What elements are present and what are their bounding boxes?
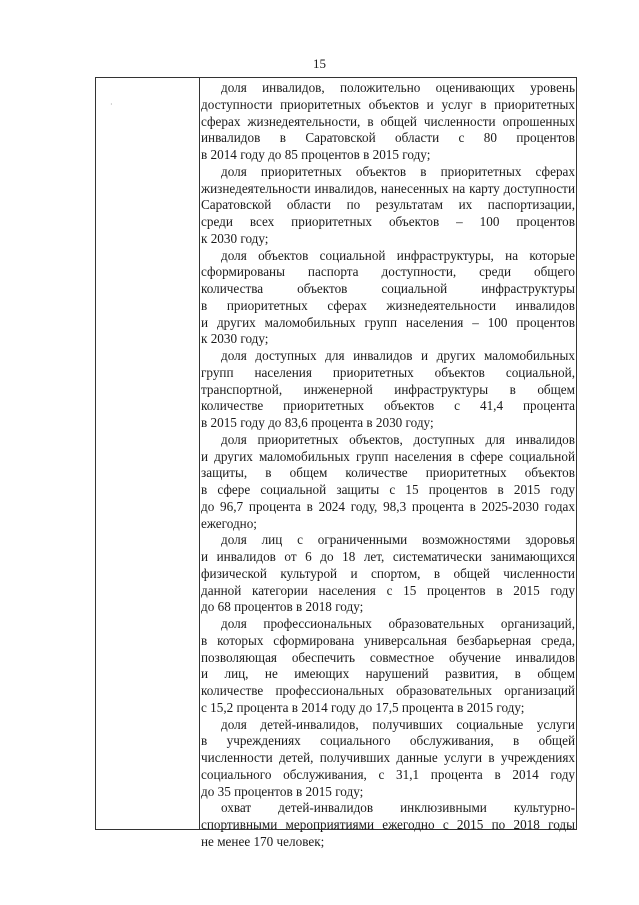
text-line: доступности приоритетных объектов и услуг в приоритетных xyxy=(201,96,575,112)
indicator-paragraph xyxy=(201,616,575,717)
text-line: в 2015 году до 83,6 процента в 2030 году; xyxy=(201,415,434,430)
text-line: сформированы паспорта доступности, среди общего xyxy=(201,264,575,280)
text-line: доля приоритетных объектов, доступных для инвалидов xyxy=(221,431,575,447)
text-line: и инвалидов от 6 до 18 лет, систематически занимающихся xyxy=(201,549,575,564)
text-line: количества объектов социальной инфраструктуры xyxy=(201,281,575,296)
page-number: 15 xyxy=(313,56,326,71)
text-line: в 2014 году до 85 процентов в 2015 году; xyxy=(201,147,431,162)
text-line: доля лиц с ограниченными возможностями здоровья xyxy=(221,532,575,548)
text-line: инвалидов в Саратовской области с 80 процентов xyxy=(201,130,575,146)
text-line: Саратовской области по результатам их паспортизации, xyxy=(201,197,575,213)
text-line: к 2030 году; xyxy=(201,230,269,246)
indicator-text-cell xyxy=(201,80,575,851)
text-line: доля приоритетных объектов в приоритетных сферах xyxy=(221,163,575,179)
text-line: количестве профессиональных образовательных организаций xyxy=(201,683,575,698)
text-line: до 68 процентов в 2018 году; xyxy=(201,599,364,615)
text-line: до 35 процентов в 2015 году; xyxy=(201,783,364,799)
text-line: спортивными мероприятиями ежегодно с 2015 по 2018 годы xyxy=(201,817,575,832)
text-line: до 96,7 процента в 2024 году, 98,3 процента в 2025-2030 годах xyxy=(201,498,575,514)
text-line: охват детей-инвалидов инклюзивными культурно- xyxy=(221,800,575,816)
indicator-paragraph xyxy=(201,164,575,248)
text-line: не менее 170 человек; xyxy=(201,833,325,849)
text-line: жизнедеятельности инвалидов, нанесенных на карту доступности xyxy=(201,180,575,196)
text-line: доля доступных для инвалидов и других маломобильных xyxy=(221,348,575,363)
indicator-paragraph xyxy=(201,432,575,533)
indicator-paragraph xyxy=(201,800,575,850)
text-line: социального обслуживания, с 31,1 процента в 2014 году xyxy=(201,766,575,782)
left-cell-mark: · xyxy=(110,100,113,109)
text-line: и других маломобильных групп населения – 100 процентов xyxy=(201,314,575,330)
text-line: в приоритетных сферах жизнедеятельности инвалидов xyxy=(201,297,575,313)
text-line: доля профессиональных образовательных организаций, xyxy=(221,616,575,631)
indicator-paragraph xyxy=(201,348,575,432)
text-line: к 2030 году; xyxy=(201,331,269,347)
text-line: данной категории населения с 15 процентов в 2015 году xyxy=(201,582,575,598)
indicator-paragraph xyxy=(201,248,575,349)
text-line: численности детей, получивших данные услуги в учреждениях xyxy=(201,750,575,765)
indicator-paragraph xyxy=(201,717,575,801)
text-line: доля объектов социальной инфраструктуры, на которые xyxy=(221,247,575,263)
text-line: и лиц, не имеющих нарушений развития, в общем xyxy=(201,666,575,682)
text-line: ежегодно; xyxy=(201,515,257,531)
text-line: среди всех приоритетных объектов – 100 процентов xyxy=(201,214,575,229)
text-line: доля инвалидов, положительно оценивающих уровень xyxy=(221,80,575,95)
text-line: групп населения приоритетных объектов социальной, xyxy=(201,364,575,380)
text-line: в сфере социальной защиты с 15 процентов в 2015 году xyxy=(201,482,575,497)
indicator-paragraph xyxy=(201,532,575,616)
text-line: в которых сформирована универсальная безбарьерная среда, xyxy=(201,632,575,648)
text-line: сферах жизнедеятельности, в общей численности опрошенных xyxy=(201,113,575,129)
text-line: позволяющая обеспечить совместное обучение инвалидов xyxy=(201,649,575,665)
text-line: доля детей-инвалидов, получивших социальные услуги xyxy=(221,716,575,732)
text-line: защиты, в общем количестве приоритетных объектов xyxy=(201,465,575,481)
indicator-paragraph xyxy=(201,80,575,164)
text-line: в учреждениях социального обслуживания, в общей xyxy=(201,733,575,749)
text-line: транспортной, инженерной инфраструктуры в общем xyxy=(201,381,575,397)
text-line: с 15,2 процента в 2014 году до 17,5 процента в 2015 году; xyxy=(201,699,525,715)
text-line: и других маломобильных групп населения в сфере социальной xyxy=(201,448,575,464)
text-line: физической культурой и спортом, в общей численности xyxy=(201,565,575,581)
text-line: количестве приоритетных объектов с 41,4 процента xyxy=(201,398,575,414)
column-divider xyxy=(199,77,200,830)
